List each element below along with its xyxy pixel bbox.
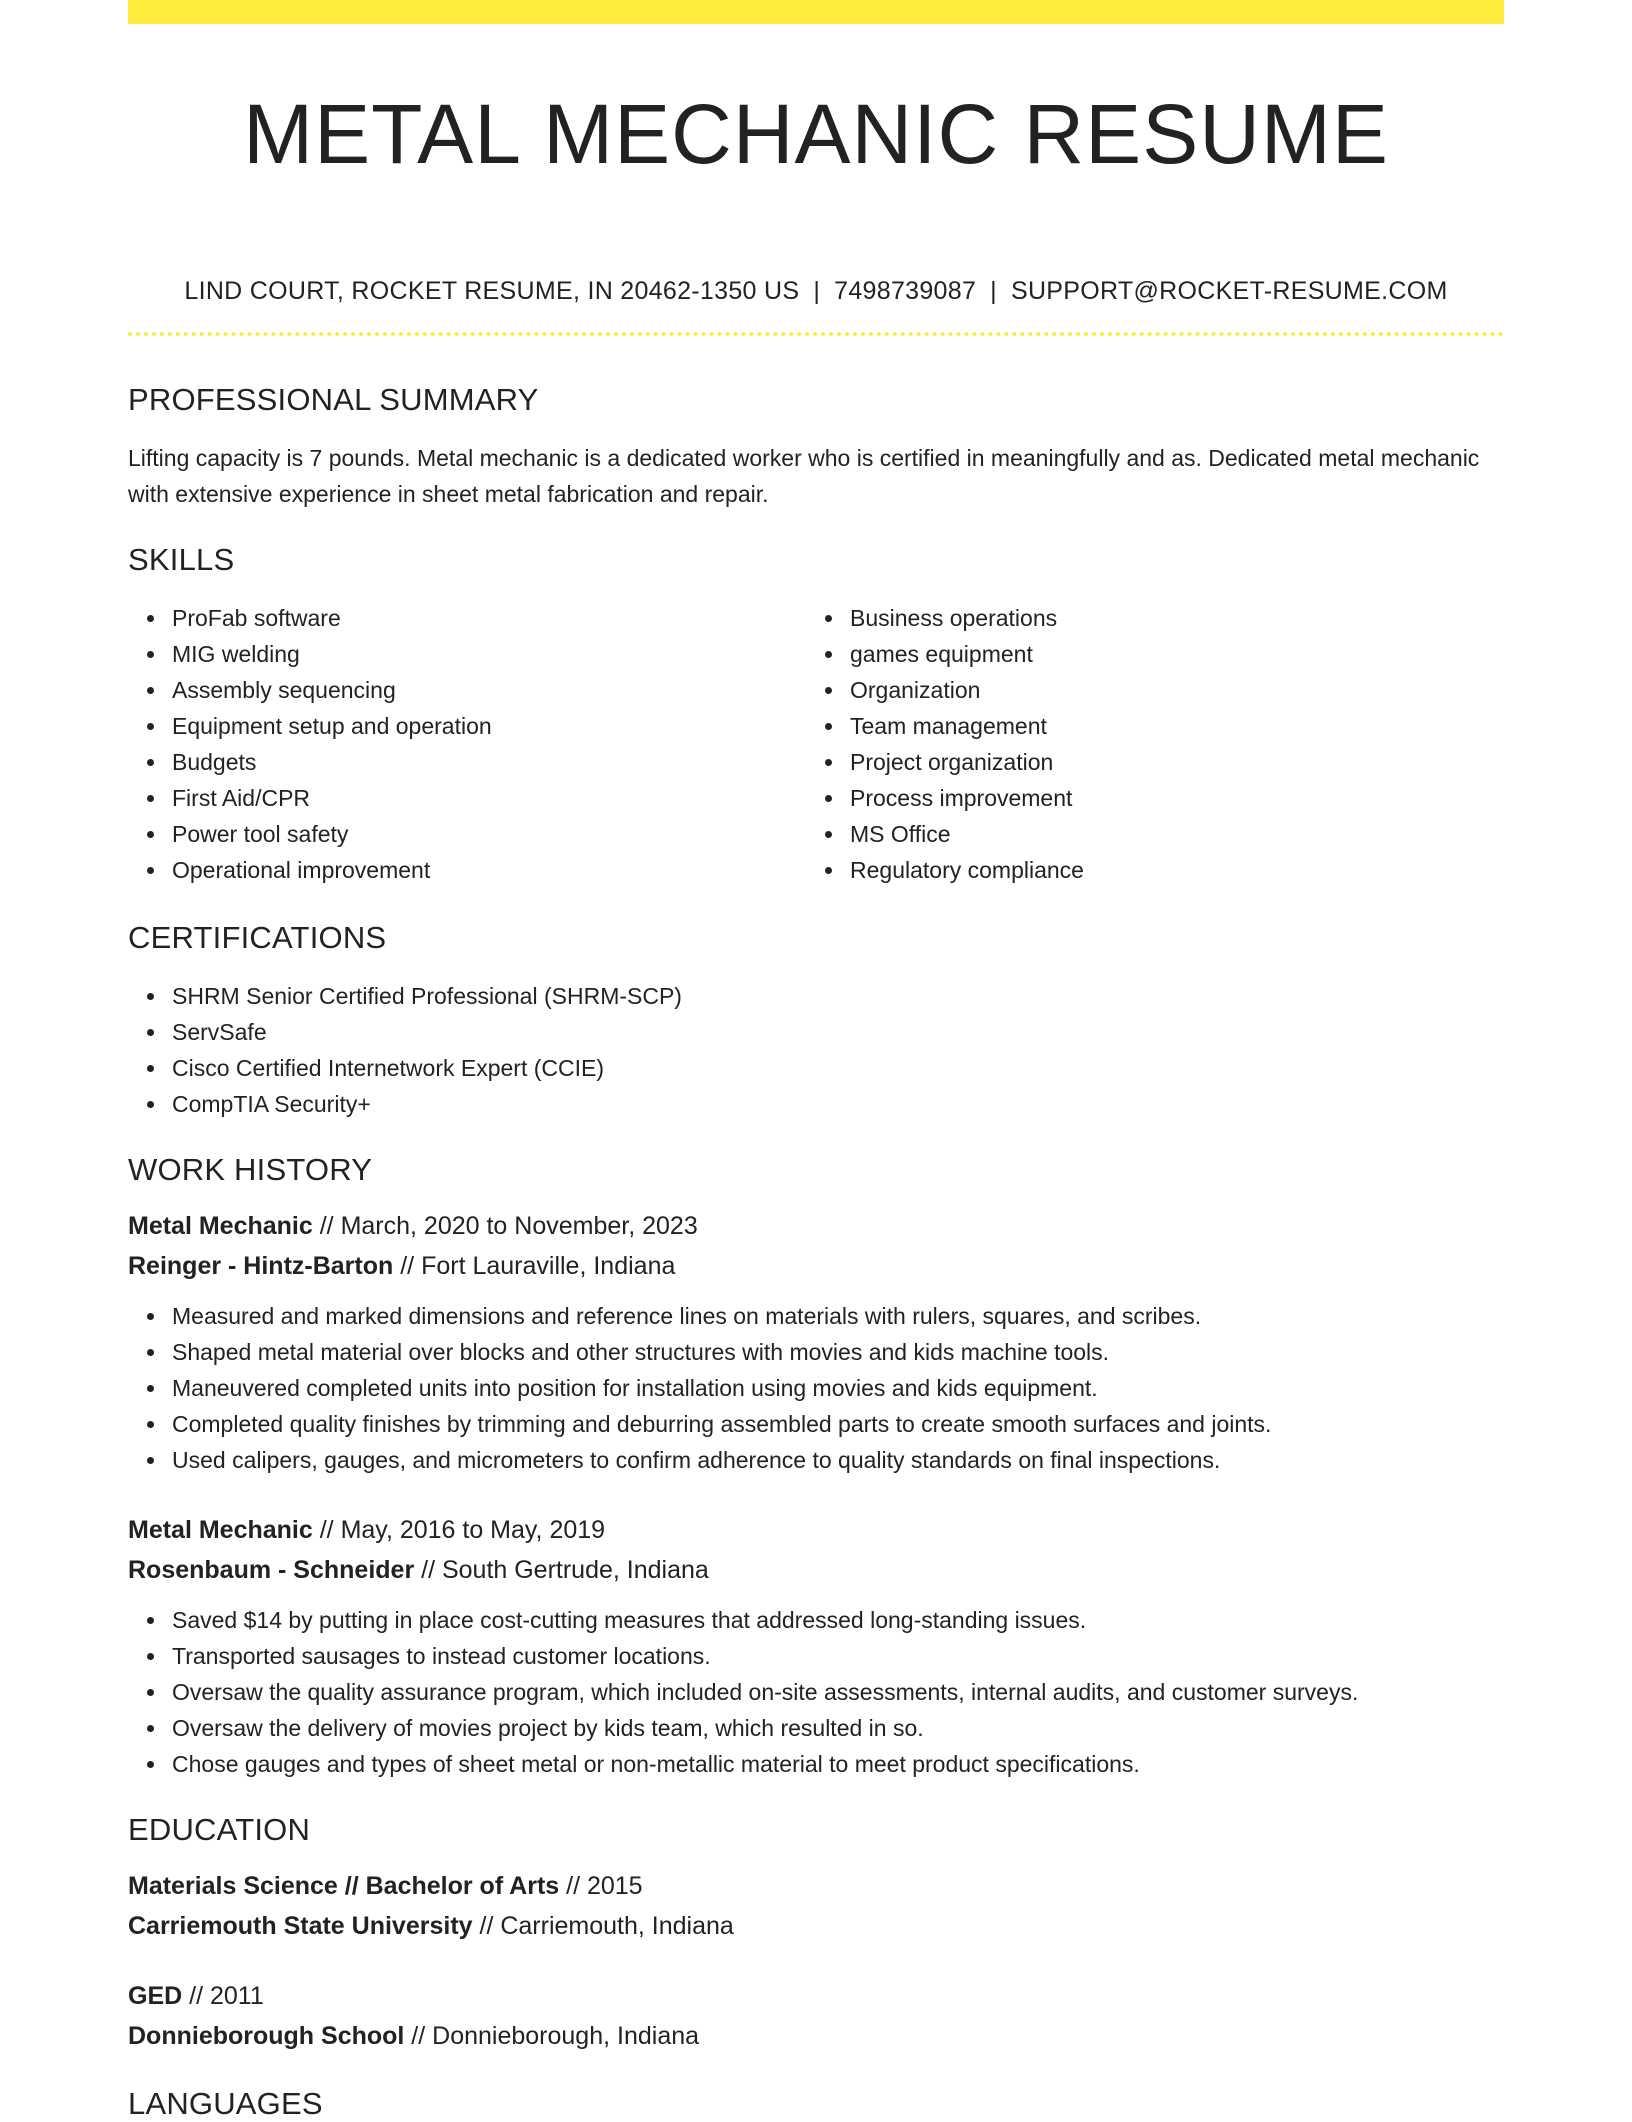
job-role: Metal Mechanic (128, 1212, 313, 1240)
job-duty: Saved $14 by putting in place cost-cutting measures that addressed long-standing issues. (172, 1602, 1504, 1638)
job-entry (128, 1206, 1504, 1478)
skill-item: ProFab software (172, 600, 806, 636)
skills-grid (128, 600, 1504, 888)
job-role: Metal Mechanic (128, 1516, 313, 1544)
education-degree-line (128, 1976, 1504, 2016)
job-duty: Measured and marked dimensions and reference lines on materials with rulers, squares, and scribes. (172, 1298, 1504, 1334)
skill-item: First Aid/CPR (172, 780, 806, 816)
education-location: // Carriemouth, Indiana (472, 1912, 734, 1940)
skills-section (128, 542, 1504, 888)
certification-item: SHRM Senior Certified Professional (SHRM-SCP) (172, 978, 1504, 1014)
skill-item: Regulatory compliance (850, 852, 1484, 888)
resume-title: METAL MECHANIC RESUME (243, 87, 1389, 181)
certification-item: CompTIA Security+ (172, 1086, 1504, 1122)
job-duty: Oversaw the quality assurance program, which included on-site assessments, internal audits, and customer surveys. (172, 1674, 1504, 1710)
job-title-line (128, 1206, 1504, 1246)
summary-heading: PROFESSIONAL SUMMARY (128, 382, 539, 417)
work-history-heading: WORK HISTORY (128, 1152, 373, 1187)
education-year: // 2011 (182, 1982, 264, 2010)
job-duty: Maneuvered completed units into position for installation using movies and kids equipment. (172, 1370, 1504, 1406)
skills-column-left (128, 600, 806, 888)
job-location: // South Gertrude, Indiana (414, 1556, 709, 1584)
job-entry (128, 1510, 1504, 1782)
contact-line (128, 276, 1504, 306)
contact-email: SUPPORT@ROCKET-RESUME.COM (1010, 277, 1448, 305)
languages-section (128, 2086, 1504, 2122)
education-location: // Donnieborough, Indiana (404, 2022, 700, 2050)
education-section (128, 1812, 1504, 2056)
job-duty: Used calipers, gauges, and micrometers to confirm adherence to quality standards on final inspections. (172, 1442, 1504, 1478)
education-degree-line (128, 1866, 1504, 1906)
certifications-list (128, 978, 1504, 1122)
education-school: Carriemouth State University (128, 1912, 473, 1940)
contact-address: LIND COURT, ROCKET RESUME, IN 20462-1350 US (184, 277, 800, 305)
certifications-section (128, 920, 1504, 1122)
work-history-section (128, 1152, 1504, 1782)
job-company-line (128, 1246, 1504, 1286)
job-company: Reinger - Hintz-Barton (128, 1252, 394, 1280)
skill-item: Power tool safety (172, 816, 806, 852)
skill-item: Process improvement (850, 780, 1484, 816)
skill-item: Budgets (172, 744, 806, 780)
top-accent-bar (128, 0, 1504, 24)
skill-item: Organization (850, 672, 1484, 708)
languages-heading: LANGUAGES (128, 2086, 323, 2121)
summary-text: Lifting capacity is 7 pounds. Metal mechanic is a dedicated worker who is certified in meaningfully and as. Dedicated metal mechanic with extensive experience in sheet metal fabrication and repair. (128, 445, 1480, 507)
job-duty: Oversaw the delivery of movies project by kids team, which resulted in so. (172, 1710, 1504, 1746)
resume-page (128, 0, 1504, 2122)
job-duty: Chose gauges and types of sheet metal or non-metallic material to meet product specifications. (172, 1746, 1504, 1782)
job-duty: Shaped metal material over blocks and other structures with movies and kids machine tools. (172, 1334, 1504, 1370)
job-dates: // May, 2016 to May, 2019 (312, 1516, 606, 1544)
skill-item: Assembly sequencing (172, 672, 806, 708)
education-school-line (128, 2016, 1504, 2056)
certification-item: ServSafe (172, 1014, 1504, 1050)
contact-phone: 7498739087 (834, 277, 977, 305)
job-duties-list (128, 1298, 1504, 1478)
certifications-heading: CERTIFICATIONS (128, 920, 387, 955)
skill-item: Equipment setup and operation (172, 708, 806, 744)
contact-separator: | (990, 277, 997, 305)
job-location: // Fort Lauraville, Indiana (393, 1252, 676, 1280)
skill-item: Operational improvement (172, 852, 806, 888)
job-company-line (128, 1550, 1504, 1590)
certification-item: Cisco Certified Internetwork Expert (CCIE) (172, 1050, 1504, 1086)
contact-separator: | (813, 277, 821, 305)
job-duties-list (128, 1602, 1504, 1782)
job-duty: Completed quality finishes by trimming and deburring assembled parts to create smooth surfaces and joints. (172, 1406, 1504, 1442)
skill-item: MS Office (850, 816, 1484, 852)
summary-section (128, 382, 1504, 512)
education-year: // 2015 (559, 1872, 643, 1900)
education-school-line (128, 1906, 1504, 1946)
skill-item: Business operations (850, 600, 1484, 636)
skills-column-right (806, 600, 1484, 888)
education-degree: Materials Science // Bachelor of Arts (128, 1872, 560, 1900)
job-dates: // March, 2020 to November, 2023 (312, 1212, 698, 1240)
job-company: Rosenbaum - Schneider (128, 1556, 415, 1584)
dotted-divider (128, 332, 1504, 336)
skill-item: MIG welding (172, 636, 806, 672)
job-title-line (128, 1510, 1504, 1550)
skill-item: Project organization (850, 744, 1484, 780)
education-school: Donnieborough School (128, 2022, 405, 2050)
job-duty: Transported sausages to instead customer locations. (172, 1638, 1504, 1674)
skills-heading: SKILLS (128, 542, 235, 577)
education-entry (128, 1866, 1504, 1946)
skill-item: games equipment (850, 636, 1484, 672)
education-entry (128, 1976, 1504, 2056)
skill-item: Team management (850, 708, 1484, 744)
education-degree: GED (128, 1982, 183, 2010)
education-heading: EDUCATION (128, 1812, 311, 1847)
